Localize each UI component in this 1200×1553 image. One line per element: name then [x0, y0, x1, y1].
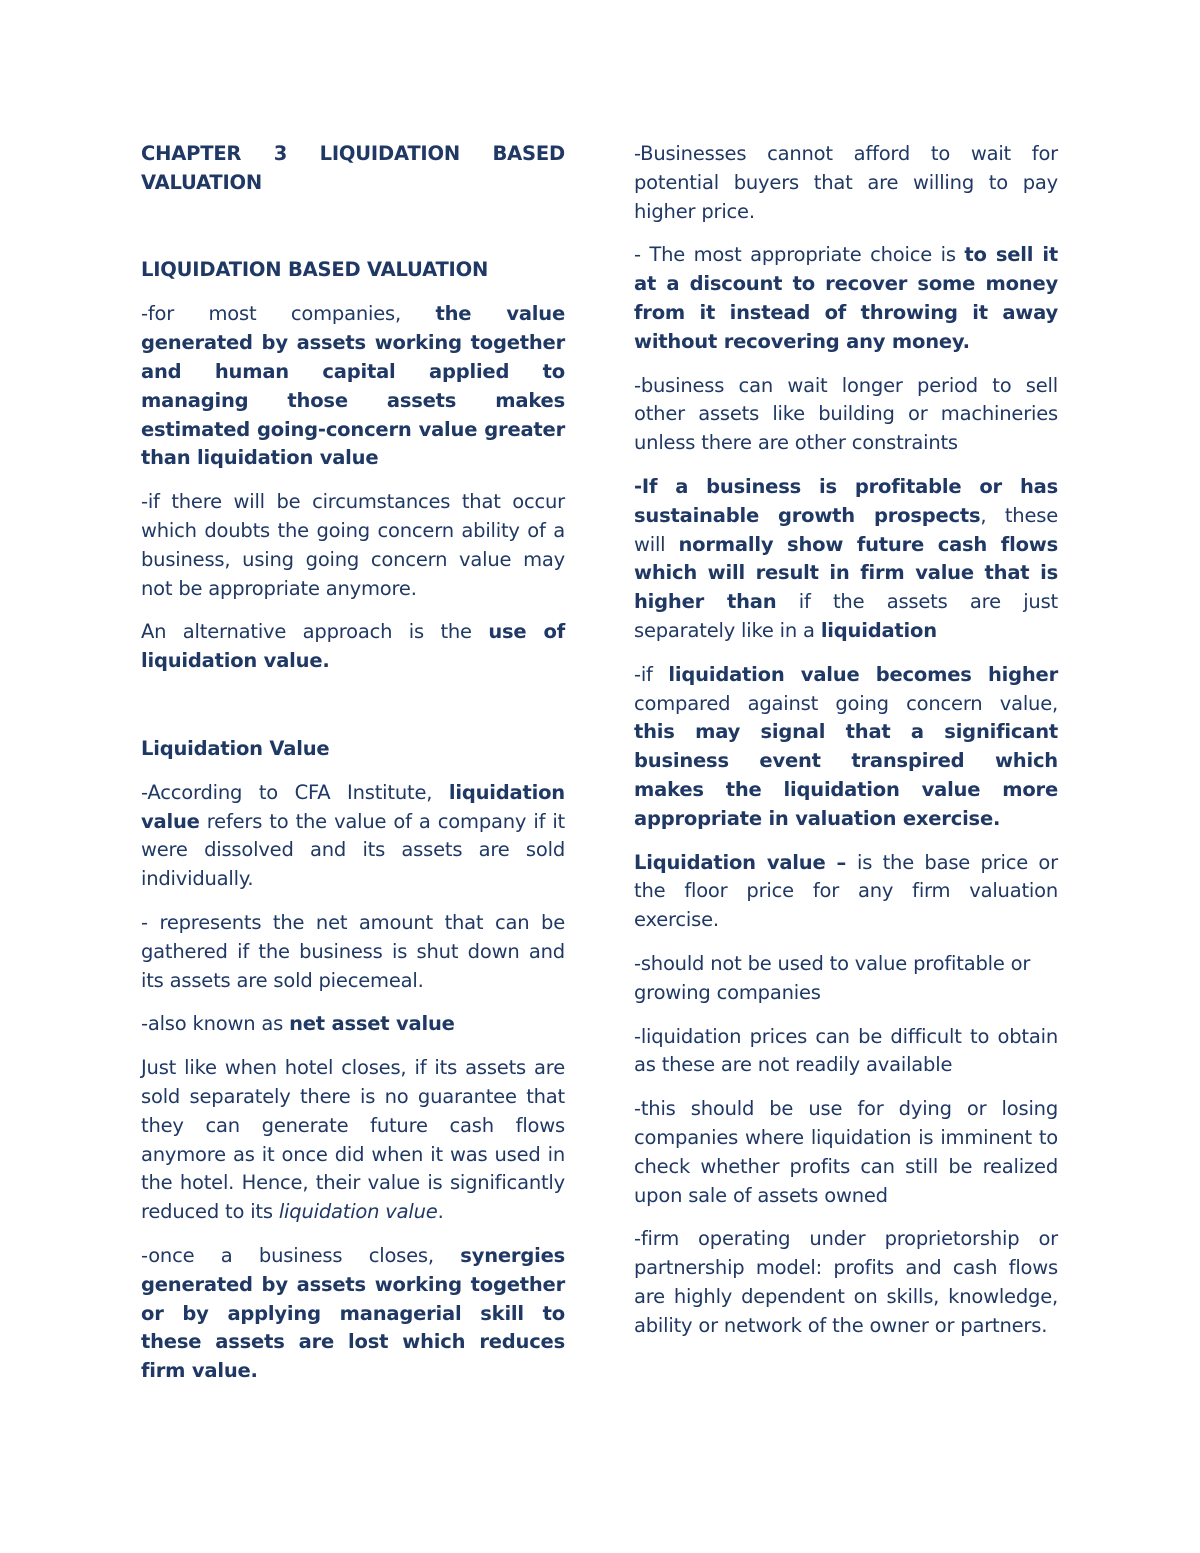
text-run: -also known as: [141, 1012, 290, 1036]
paragraph: -firm operating under proprietorship or partnership model: profits and cash flows are highly dependent on skills, knowledge, ability or network of the owner or partners.: [634, 1227, 1058, 1337]
text-run: if the assets are just separately like in a: [634, 590, 1058, 642]
chapter-title-line2: VALUATION: [141, 170, 263, 194]
paragraph: - represents the net amount that can be gathered if the business is shut down and its assets are sold piecemeal.: [141, 910, 565, 992]
bold-text: liquidation: [820, 618, 937, 642]
text-run: An alternative approach is the: [141, 620, 489, 644]
text-run: refers to the value of a company if it were dissolved and its assets are sold individually.: [141, 809, 565, 891]
paragraph: [634, 241, 1058, 356]
paragraph: [141, 1242, 565, 1386]
text-run: compared against going concern value,: [634, 691, 1058, 715]
paragraph: [634, 849, 1058, 935]
bold-text: synergies generated by assets working together or by applying managerial skill to these assets are lost which reduces firm value.: [141, 1243, 565, 1383]
text-run: -for most companies,: [141, 302, 436, 326]
text-run: -According to CFA Institute,: [141, 780, 449, 804]
text-run: , these will: [634, 503, 1058, 556]
paragraph: -if there will be circumstances that occur which doubts the going concern ability of a business, using going concern value may not be appropriate anymore.: [141, 490, 565, 600]
paragraph: [141, 779, 565, 894]
paragraph: -should not be used to value profitable or growing companies: [634, 951, 1031, 1004]
section-heading-liquidation-based-valuation: LIQUIDATION BASED VALUATION: [141, 257, 489, 281]
text-run: Just like when hotel closes, if its assets are sold separately there is no guarantee that they can generate future cash flows anymore as it once did when it was used in the hotel. Hence, their value is significantly reduced to its: [141, 1056, 565, 1224]
text-run: -if: [634, 662, 669, 686]
paragraph: -liquidation prices can be difficult to obtain as these are not readily available: [634, 1024, 1058, 1077]
bold-text: this may signal that a significant business event transpired which makes the liquidation value more appropriate in valuation exercise.: [634, 720, 1058, 830]
bold-text: to sell it at a discount to recover some money from it instead of throwing it away without recovering any money.: [634, 243, 1058, 353]
paragraph: [634, 473, 1058, 646]
paragraph: -this should be use for dying or losing companies where liquidation is imminent to check whether profits can still be realized upon sale of assets owned: [634, 1097, 1058, 1207]
section-heading-liquidation-value: Liquidation Value: [141, 736, 330, 760]
text-run: .: [437, 1200, 444, 1224]
bold-text: the value generated by assets working together and human capital applied to managing those assets makes estimated going-concern value greater than liquidation value: [141, 302, 565, 470]
text-run: - The most appropriate choice is: [634, 243, 965, 267]
paragraph: -business can wait longer period to sell other assets like building or machineries unless there are other constraints: [634, 373, 1058, 455]
paragraph: -Businesses cannot afford to wait for potential buyers that are willing to pay higher price.: [634, 142, 1058, 223]
left-column: [141, 140, 565, 1401]
bold-text: liquidation value: [141, 780, 565, 833]
paragraph: [141, 300, 565, 473]
text-run: -once a business closes,: [141, 1243, 461, 1267]
bold-text: use of liquidation value.: [141, 620, 565, 673]
bold-text: net asset value: [289, 1012, 455, 1036]
paragraph: [634, 661, 1058, 834]
text-run: is the base price or the floor price for any firm valuation exercise.: [634, 850, 1058, 932]
chapter-title-line1: CHAPTER 3 LIQUIDATION BASED: [141, 142, 565, 165]
right-column: [634, 140, 1058, 1355]
bold-text: Liquidation value –: [634, 850, 858, 874]
paragraph: [141, 1010, 565, 1039]
bold-text: -If a business is profitable or has sustainable growth prospects: [634, 474, 1058, 527]
paragraph: [141, 1054, 565, 1227]
italic-text: liquidation value: [278, 1200, 438, 1224]
chapter-title: [141, 140, 565, 198]
bold-text: liquidation value becomes higher: [668, 662, 1058, 686]
bold-text: normally show future cash flows which will result in firm value that is higher than: [634, 532, 1058, 614]
paragraph: [141, 618, 565, 676]
